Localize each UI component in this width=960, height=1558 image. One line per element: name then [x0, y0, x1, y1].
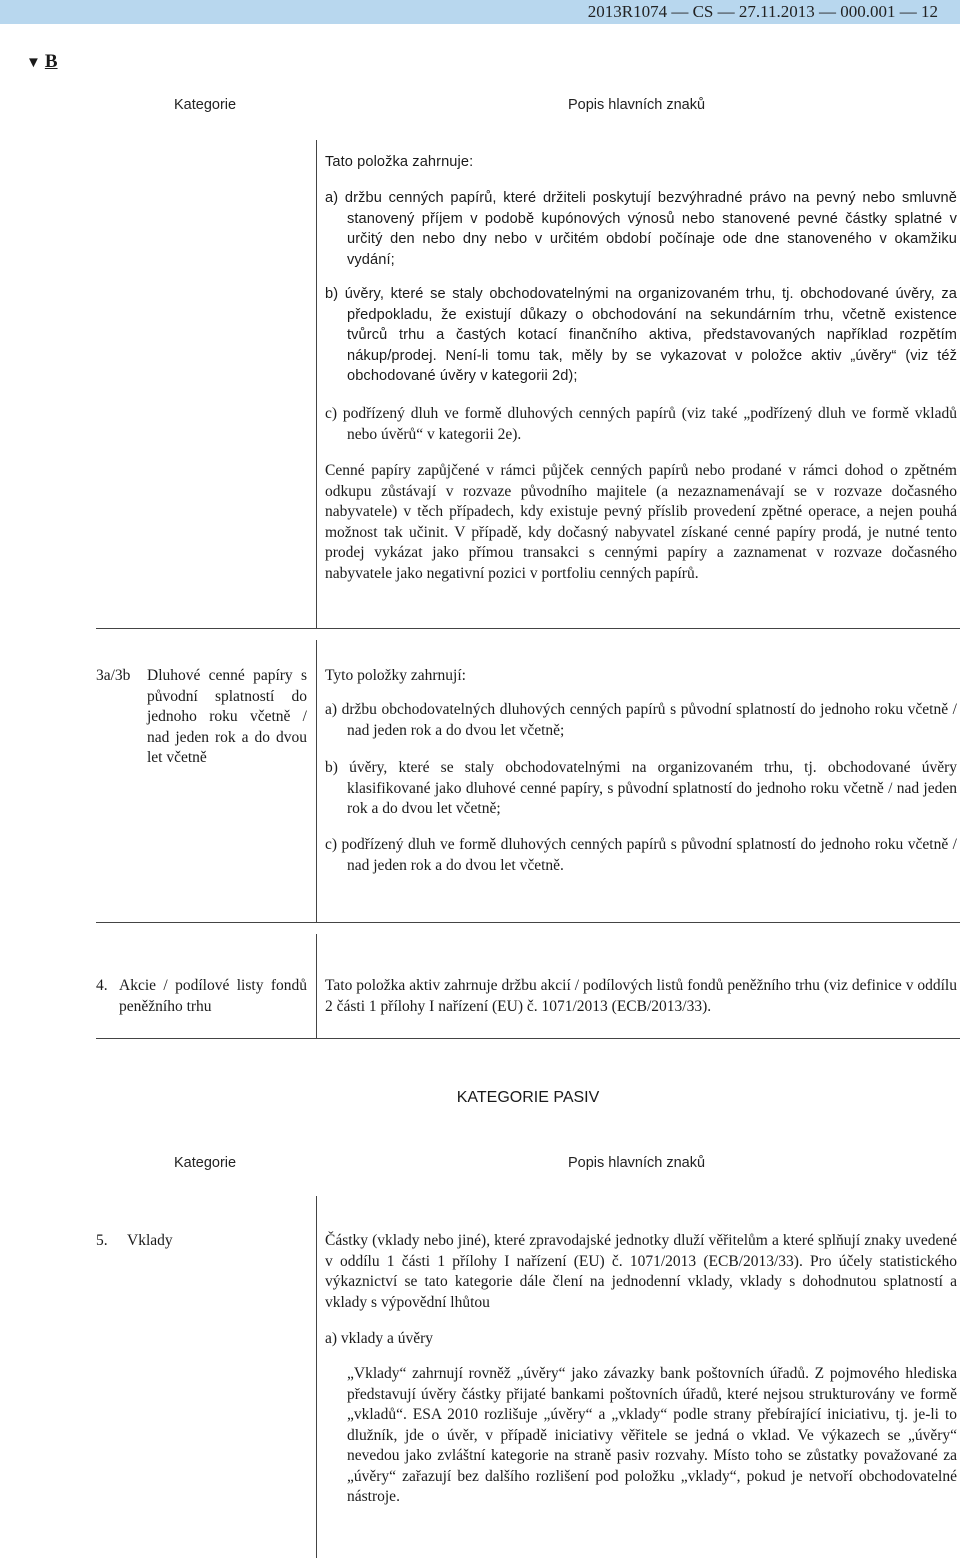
row-3ab-item-c: c) podřízený dluh ve formě dluhových cenných papírů s původní splatností do jednoho roku včetně / nad jeden rok a do dvou let včetně. [325, 836, 957, 874]
row-category-3ab: Dluhové cenné papíry s původní splatností do jednoho roku včetně / nad jeden rok a do dvou let včetně [147, 667, 307, 766]
amendment-marker [26, 52, 58, 74]
row-category-4: Akcie / podílové listy fondů peněžního trhu [119, 977, 307, 1015]
document-reference: 2013R1074 — CS — 27.11.2013 — 000.001 — 12 [587, 2, 938, 21]
row-3ab-intro: Tyto položky zahrnují: [325, 667, 466, 684]
row-4-description: Tato položka aktiv zahrnuje držbu akcií / podílových listů fondů peněžního trhu (viz definice v oddílu 2 části 1 přílohy I nařízení (EU) č. 1071/2013 (ECB/2013/33). [325, 977, 957, 1015]
row-separator [96, 628, 960, 629]
row-5-description: Částky (vklady nebo jiné), které zpravodajské jednotky dluží věřitelům a které splňují znaky uvedené v oddílu 1 části 1 přílohy I nařízení (EU) č. 1071/2013 (ECB/2013/33). Pro účely statistického výkaznictví se tato kategorie dále člení na jednodenní vklady, vklady s dohodnutou splatností a vklady s výpovědní lhůtou [325, 1232, 957, 1311]
column-header-category: Kategorie [174, 1155, 237, 1171]
row-separator [96, 922, 960, 923]
triangle-down-icon: ▼ [26, 55, 41, 71]
column-header-category: Kategorie [174, 97, 237, 113]
table1-intro: Tato položka zahrnuje: [325, 154, 474, 170]
table1-item-b: b) úvěry, které se staly obchodovatelnými na organizovaném trhu, tj. obchodované úvěry, za předpokladu, že existují důkazy o obchodování na sekundárním trhu, včetně existence tvůrců trhu a častých kotací finančního aktiva, představovaných například rozpětím nákup/prodej. Není-li tomu tak, měly by se vykazovat v položce aktiv „úvěry“ (viz též obchodované úvěry v kategorii 2d); [325, 286, 957, 384]
row-number-3ab: 3a/3b [96, 667, 131, 684]
column-divider [316, 640, 317, 922]
document-header [0, 0, 960, 24]
table1-item-a: a) držbu cenných papírů, které držiteli poskytují bezvýhradné právo na pevný nebo smluvně stanovený příjem v podobě kupónových výnosů nebo stanovené pevné částky splatné v určitý den nebo dny nebo v určitém období počínaje ode dne stanoveného v okamžiku vydání; [325, 190, 957, 268]
row-5-note: „Vklady“ zahrnují rovněž „úvěry“ jako závazky bank poštovních úřadů. Z pojmového hlediska představují úvěry částky přijaté bankami poštovních úřadů, které nejsou strukturovány ve formě „vkladů“. ESA 2010 rozlišuje „úvěry“ a „vklady“ podle strany přebírající iniciativu, tj. je-li to dlužník, jde o úvěr, v případě iniciativy věřitele se jedná o vklad. Ve výkazech se „úvěry“ nevedou jako zvláštní kategorie na straně pasiv rozvahy. Místo toho se zůstatky považované za „úvěry“ zařazují bez dalšího rozlišení pod položku „vklady“, pokud je netvoří obchodovatelné nástroje. [347, 1365, 957, 1505]
row-5-item-a: a) vklady a úvěry [325, 1330, 434, 1347]
row-number-4: 4. [96, 977, 108, 994]
row-3ab-item-a: a) držbu obchodovatelných dluhových cenných papírů s původní splatností do jednoho roku včetně / nad jeden rok a do dvou let včetně; [325, 701, 957, 739]
column-divider [316, 140, 317, 628]
row-category-5: Vklady [127, 1232, 173, 1249]
row-3ab-item-b: b) úvěry, které se staly obchodovatelnými na organizovaném trhu, tj. obchodované úvěry klasifikované jako dluhové cenné papíry, s původní splatností do jednoho roku včetně / nad jeden rok a do dvou let včetně; [325, 759, 957, 817]
amendment-code: B [44, 51, 58, 72]
section-title: KATEGORIE PASIV [456, 1089, 600, 1106]
column-divider [316, 1196, 317, 1558]
table1-item-c: c) podřízený dluh ve formě dluhových cenných papírů (viz také „podřízený dluh ve formě vkladů nebo úvěrů“ v kategorii 2e). [325, 405, 957, 443]
column-divider [316, 934, 317, 1038]
row-number-5: 5. [96, 1232, 108, 1249]
column-header-description: Popis hlavních znaků [568, 1155, 706, 1171]
table1-paragraph: Cenné papíry zapůjčené v rámci půjček cenných papírů nebo prodané v rámci dohod o zpětném odkupu zůstávají v rozvaze původního majitele (a nezaznamenávají se v rozvaze dočasného nabyvatele) v těch případech, kdy existuje pevný příslib provedení zpětné operace, a nejen pouhá možnost tak učinit. V případě, kdy dočasný nabyvatel získané cenné papíry prodá, je nutné tento prodej vykázat jako přímou transakci s cennými papíry a zaznamenat v rozvaze dočasného nabyvatele jako negativní pozici v portfoliu cenných papírů. [325, 462, 957, 582]
column-header-description: Popis hlavních znaků [568, 97, 706, 113]
row-separator [96, 1038, 960, 1039]
